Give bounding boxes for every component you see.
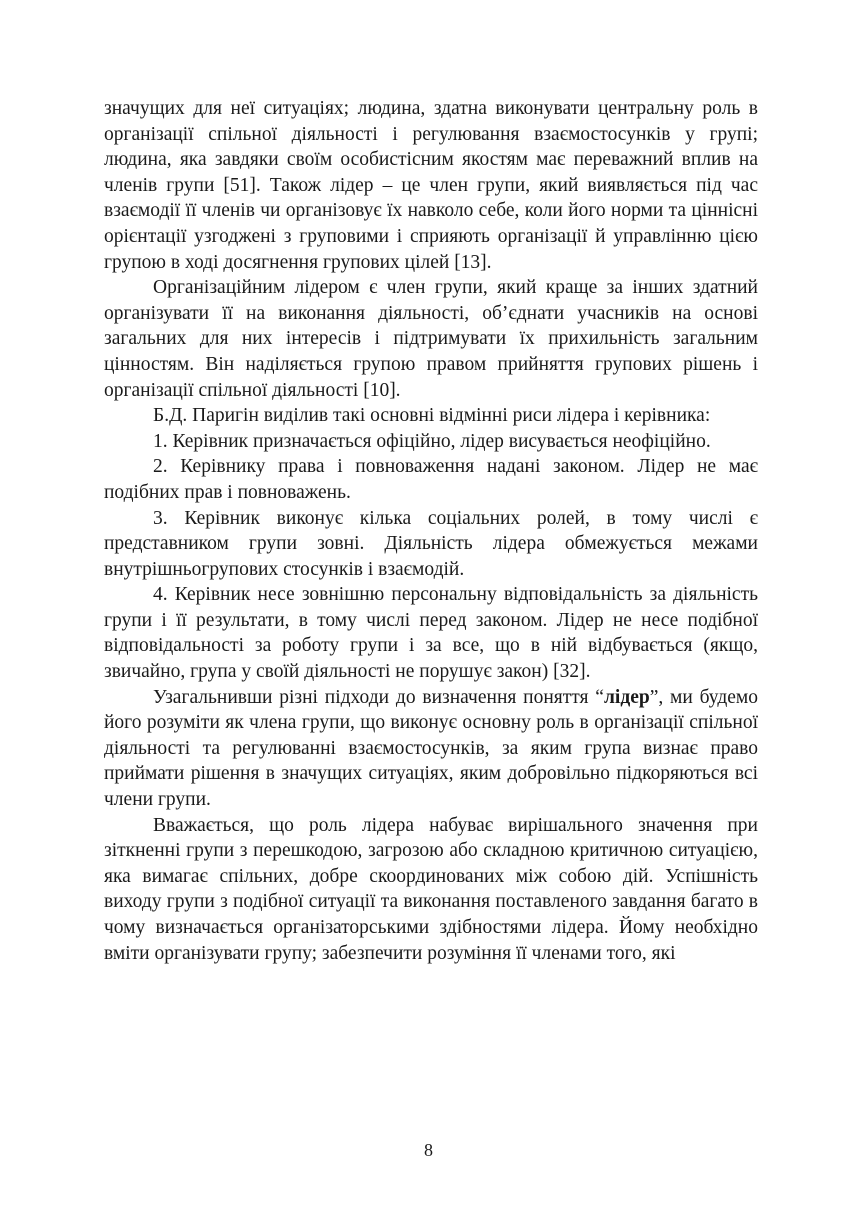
list-item-4: 4. Керівник несе зовнішню персональну відповідальність за діяльність групи і її результати, в тому числі перед законом. Лідер не несе подібної відповідальності за роботу групи і за все, що в ній відбувається (якщо, звичайно, група у своїй діяльності не порушує закон) [32]. <box>104 584 758 683</box>
term-leader: лідер <box>603 686 650 708</box>
paragraph-leader-summary <box>104 685 758 813</box>
paragraph-leader-definition-continued: значущих для неї ситуаціях; людина, здатна виконувати центральну роль в організації спільної діяльності і регулювання взаємостосунків у групі; людина, яка завдяки своїм особистісним якостям має переважний вплив на членів групи [51]. Також лідер – це член групи, який виявляється під час взаємодії її членів чи організовує їх навколо себе, коли його норми та ціннісні орієнтації узгоджені з груповими і сприяють організації й управлінню цією групою в ході досягнення групових цілей [13]. <box>104 98 758 273</box>
list-item-2: 2. Керівнику права і повноваження надані законом. Лідер не має подібних прав і повноважень. <box>104 456 758 503</box>
list-item-1: 1. Керівник призначається офіційно, лідер висувається неофіційно. <box>153 430 711 452</box>
list-item-3: 3. Керівник виконує кілька соціальних ролей, в тому числі є представником групи зовні. Діяльність лідера обмежується межами внутрішньогрупових стосунків і взаємодій. <box>104 507 758 580</box>
document-body <box>104 96 758 966</box>
summary-text-before: Узагальнивши різні підходи до визначення поняття “ <box>153 686 604 708</box>
page-number: 8 <box>424 1140 433 1160</box>
paragraph-parygin-intro: Б.Д. Паригін виділив такі основні відмінні риси лідера і керівника: <box>153 405 711 427</box>
paragraph-leader-role-crisis: Вважається, що роль лідера набуває вирішального значення при зіткненні групи з перешкодою, загрозою або складною критичною ситуацією, яка вимагає спільних, добре скоординованих між собою дій. Успішність виходу групи з подібної ситуації та виконання поставленого завдання багато в чому визначається організаторськими здібностями лідера. Йому необхідно вміти організувати групу; забезпечити розуміння її членами того, які <box>104 814 758 964</box>
summary-text-after: ”, ми будемо його розуміти як члена групи, що виконує основну роль в організації спільної діяльності та регулюванні взаємостосунків, за яким група визнає право приймати рішення в значущих ситуаціях, яким добровільно підкоряються всі члени групи. <box>104 686 758 811</box>
paragraph-organizational-leader: Організаційним лідером є член групи, який краще за інших здатний організувати її на виконання діяльності, об’єднати учасників на основі загальних для них інтересів і підтримувати їх прихильність загальним цінностям. Він наділяється групою правом прийняття групових рішень і організації спільної діяльності [10]. <box>104 277 758 401</box>
